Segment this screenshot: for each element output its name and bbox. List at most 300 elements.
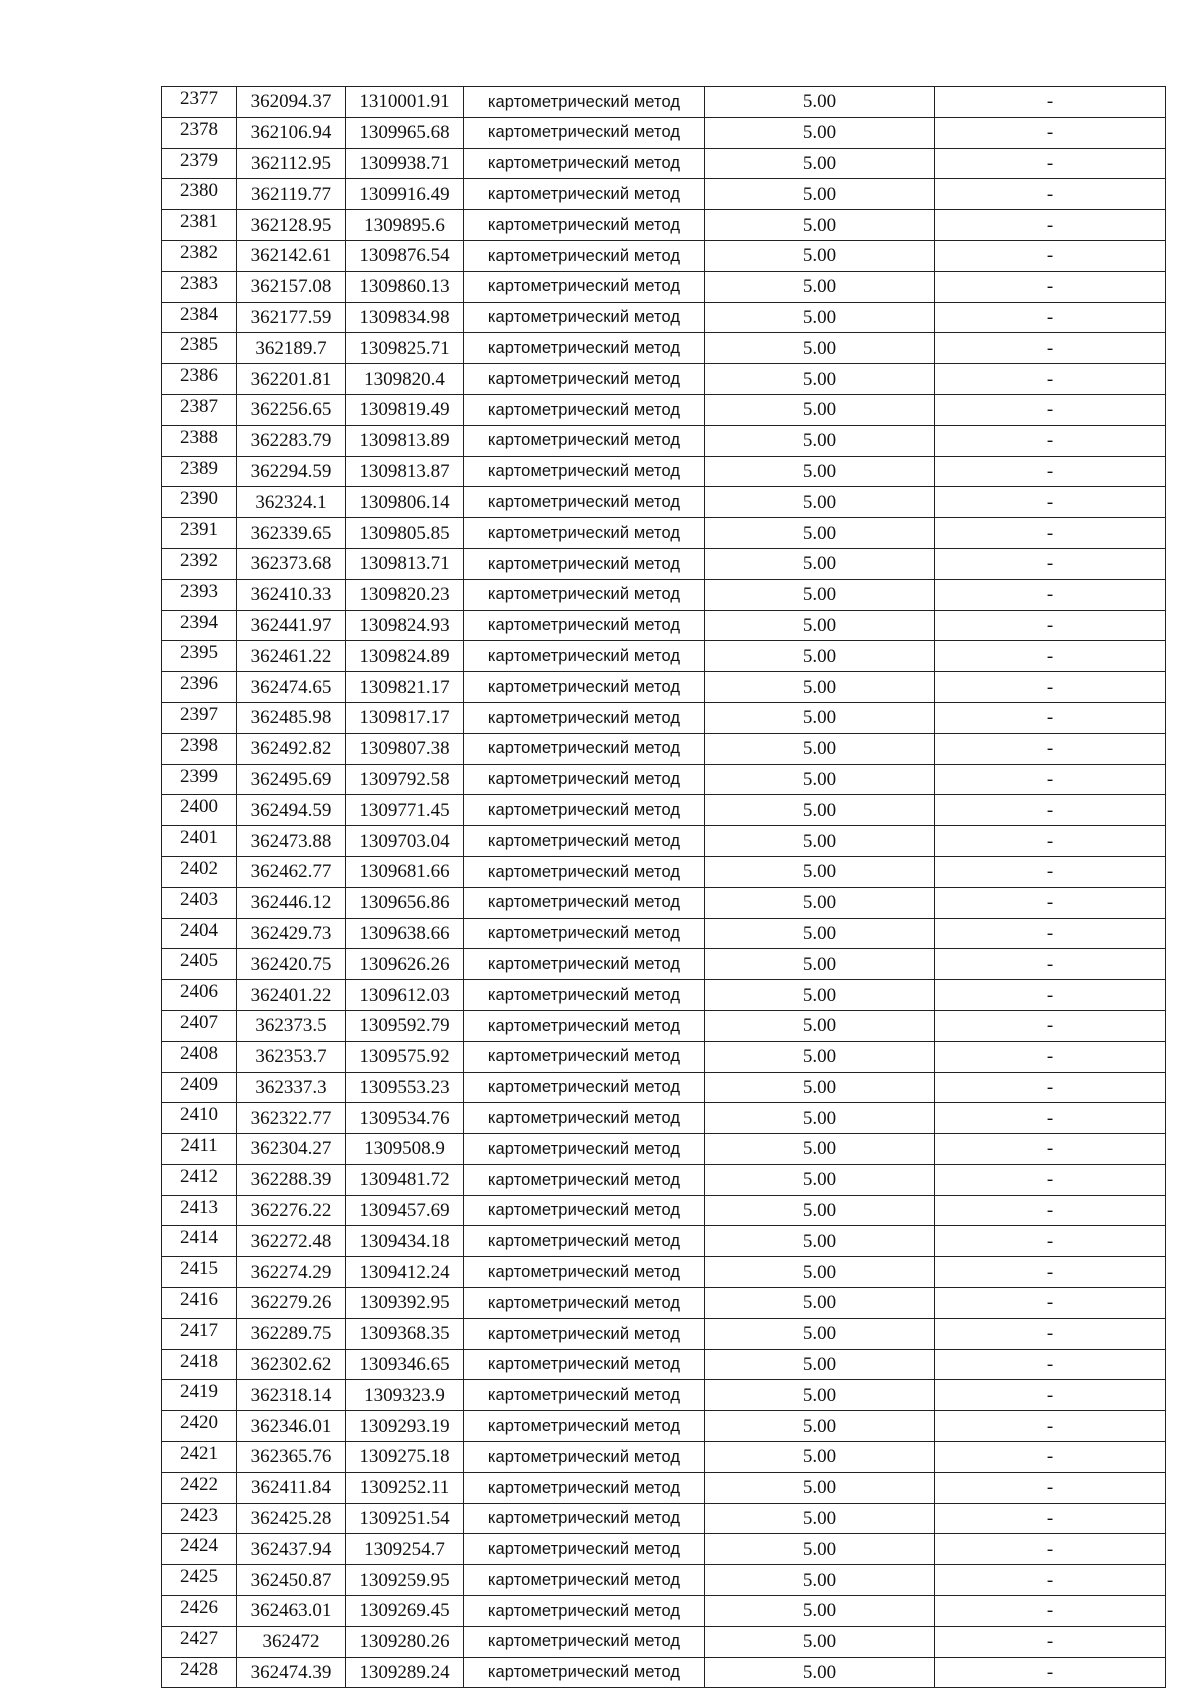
accuracy-cell: 5.00	[705, 1503, 935, 1534]
point-number-cell: 2414	[162, 1226, 237, 1257]
note-cell: -	[935, 1472, 1166, 1503]
table-row	[162, 764, 1166, 795]
note-cell: -	[935, 1565, 1166, 1596]
y-coordinate-cell: 1309534.76	[346, 1103, 464, 1134]
point-number-cell: 2411	[162, 1134, 237, 1165]
method-cell: картометрический метод	[464, 980, 705, 1011]
table-row	[162, 1503, 1166, 1534]
y-coordinate-cell: 1309703.04	[346, 826, 464, 857]
table-row	[162, 1626, 1166, 1657]
note-cell: -	[935, 949, 1166, 980]
y-coordinate-cell: 1309806.14	[346, 487, 464, 518]
table-row	[162, 641, 1166, 672]
accuracy-cell: 5.00	[705, 117, 935, 148]
point-number-cell: 2389	[162, 456, 237, 487]
y-coordinate-cell: 1309553.23	[346, 1072, 464, 1103]
x-coordinate-cell: 362463.01	[237, 1596, 346, 1627]
table-row	[162, 1041, 1166, 1072]
method-cell: картометрический метод	[464, 1565, 705, 1596]
x-coordinate-cell: 362276.22	[237, 1195, 346, 1226]
x-coordinate-cell: 362446.12	[237, 887, 346, 918]
table-row	[162, 980, 1166, 1011]
method-cell: картометрический метод	[464, 1072, 705, 1103]
table-row	[162, 1195, 1166, 1226]
note-cell: -	[935, 1134, 1166, 1165]
note-cell: -	[935, 87, 1166, 118]
accuracy-cell: 5.00	[705, 1041, 935, 1072]
method-cell: картометрический метод	[464, 1626, 705, 1657]
x-coordinate-cell: 362373.68	[237, 548, 346, 579]
y-coordinate-cell: 1309813.71	[346, 548, 464, 579]
point-number-cell: 2427	[162, 1626, 237, 1657]
point-number-cell: 2393	[162, 579, 237, 610]
y-coordinate-cell: 1309481.72	[346, 1164, 464, 1195]
method-cell: картометрический метод	[464, 1596, 705, 1627]
x-coordinate-cell: 362485.98	[237, 702, 346, 733]
x-coordinate-cell: 362337.3	[237, 1072, 346, 1103]
x-coordinate-cell: 362128.95	[237, 210, 346, 241]
method-cell: картометрический метод	[464, 302, 705, 333]
note-cell: -	[935, 1503, 1166, 1534]
method-cell: картометрический метод	[464, 333, 705, 364]
accuracy-cell: 5.00	[705, 425, 935, 456]
point-number-cell: 2416	[162, 1288, 237, 1319]
method-cell: картометрический метод	[464, 1195, 705, 1226]
point-number-cell: 2425	[162, 1565, 237, 1596]
method-cell: картометрический метод	[464, 1411, 705, 1442]
method-cell: картометрический метод	[464, 1010, 705, 1041]
table-row	[162, 795, 1166, 826]
x-coordinate-cell: 362142.61	[237, 240, 346, 271]
method-cell: картометрический метод	[464, 1472, 705, 1503]
accuracy-cell: 5.00	[705, 856, 935, 887]
accuracy-cell: 5.00	[705, 1318, 935, 1349]
note-cell: -	[935, 1596, 1166, 1627]
point-number-cell: 2394	[162, 610, 237, 641]
accuracy-cell: 5.00	[705, 610, 935, 641]
x-coordinate-cell: 362279.26	[237, 1288, 346, 1319]
point-number-cell: 2423	[162, 1503, 237, 1534]
y-coordinate-cell: 1309813.89	[346, 425, 464, 456]
x-coordinate-cell: 362283.79	[237, 425, 346, 456]
y-coordinate-cell: 1309392.95	[346, 1288, 464, 1319]
accuracy-cell: 5.00	[705, 1195, 935, 1226]
note-cell: -	[935, 302, 1166, 333]
point-number-cell: 2417	[162, 1318, 237, 1349]
note-cell: -	[935, 518, 1166, 549]
point-number-cell: 2402	[162, 856, 237, 887]
accuracy-cell: 5.00	[705, 795, 935, 826]
y-coordinate-cell: 1309457.69	[346, 1195, 464, 1226]
accuracy-cell: 5.00	[705, 1657, 935, 1688]
note-cell: -	[935, 1195, 1166, 1226]
y-coordinate-cell: 1309876.54	[346, 240, 464, 271]
y-coordinate-cell: 1309820.23	[346, 579, 464, 610]
note-cell: -	[935, 795, 1166, 826]
note-cell: -	[935, 364, 1166, 395]
table-row	[162, 333, 1166, 364]
y-coordinate-cell: 1309251.54	[346, 1503, 464, 1534]
point-number-cell: 2392	[162, 548, 237, 579]
x-coordinate-cell: 362495.69	[237, 764, 346, 795]
y-coordinate-cell: 1309813.87	[346, 456, 464, 487]
x-coordinate-cell: 362441.97	[237, 610, 346, 641]
method-cell: картометрический метод	[464, 795, 705, 826]
x-coordinate-cell: 362256.65	[237, 394, 346, 425]
x-coordinate-cell: 362322.77	[237, 1103, 346, 1134]
note-cell: -	[935, 980, 1166, 1011]
method-cell: картометрический метод	[464, 1164, 705, 1195]
table-row	[162, 1226, 1166, 1257]
accuracy-cell: 5.00	[705, 1349, 935, 1380]
x-coordinate-cell: 362201.81	[237, 364, 346, 395]
method-cell: картометрический метод	[464, 1103, 705, 1134]
accuracy-cell: 5.00	[705, 672, 935, 703]
method-cell: картометрический метод	[464, 117, 705, 148]
table-row	[162, 1134, 1166, 1165]
point-number-cell: 2410	[162, 1103, 237, 1134]
table-row	[162, 949, 1166, 980]
accuracy-cell: 5.00	[705, 887, 935, 918]
accuracy-cell: 5.00	[705, 456, 935, 487]
x-coordinate-cell: 362365.76	[237, 1442, 346, 1473]
x-coordinate-cell: 362304.27	[237, 1134, 346, 1165]
accuracy-cell: 5.00	[705, 1534, 935, 1565]
note-cell: -	[935, 1226, 1166, 1257]
method-cell: картометрический метод	[464, 887, 705, 918]
table-row	[162, 1565, 1166, 1596]
x-coordinate-cell: 362353.7	[237, 1041, 346, 1072]
x-coordinate-cell: 362373.5	[237, 1010, 346, 1041]
x-coordinate-cell: 362272.48	[237, 1226, 346, 1257]
accuracy-cell: 5.00	[705, 87, 935, 118]
x-coordinate-cell: 362302.62	[237, 1349, 346, 1380]
y-coordinate-cell: 1309834.98	[346, 302, 464, 333]
point-number-cell: 2407	[162, 1010, 237, 1041]
table-row	[162, 733, 1166, 764]
point-number-cell: 2395	[162, 641, 237, 672]
y-coordinate-cell: 1309817.17	[346, 702, 464, 733]
point-number-cell: 2403	[162, 887, 237, 918]
method-cell: картометрический метод	[464, 702, 705, 733]
x-coordinate-cell: 362274.29	[237, 1257, 346, 1288]
method-cell: картометрический метод	[464, 733, 705, 764]
x-coordinate-cell: 362492.82	[237, 733, 346, 764]
table-row	[162, 1411, 1166, 1442]
table-row	[162, 1318, 1166, 1349]
method-cell: картометрический метод	[464, 672, 705, 703]
note-cell: -	[935, 1288, 1166, 1319]
y-coordinate-cell: 1309612.03	[346, 980, 464, 1011]
table-row	[162, 302, 1166, 333]
method-cell: картометрический метод	[464, 1041, 705, 1072]
point-number-cell: 2413	[162, 1195, 237, 1226]
point-number-cell: 2400	[162, 795, 237, 826]
table-row	[162, 210, 1166, 241]
note-cell: -	[935, 210, 1166, 241]
accuracy-cell: 5.00	[705, 548, 935, 579]
accuracy-cell: 5.00	[705, 1472, 935, 1503]
method-cell: картометрический метод	[464, 856, 705, 887]
x-coordinate-cell: 362106.94	[237, 117, 346, 148]
table-row	[162, 456, 1166, 487]
note-cell: -	[935, 1164, 1166, 1195]
accuracy-cell: 5.00	[705, 1411, 935, 1442]
y-coordinate-cell: 1309259.95	[346, 1565, 464, 1596]
x-coordinate-cell: 362411.84	[237, 1472, 346, 1503]
table-row	[162, 271, 1166, 302]
accuracy-cell: 5.00	[705, 1103, 935, 1134]
point-number-cell: 2390	[162, 487, 237, 518]
point-number-cell: 2401	[162, 826, 237, 857]
x-coordinate-cell: 362425.28	[237, 1503, 346, 1534]
x-coordinate-cell: 362420.75	[237, 949, 346, 980]
accuracy-cell: 5.00	[705, 949, 935, 980]
point-number-cell: 2378	[162, 117, 237, 148]
y-coordinate-cell: 1309771.45	[346, 795, 464, 826]
point-number-cell: 2387	[162, 394, 237, 425]
y-coordinate-cell: 1309805.85	[346, 518, 464, 549]
method-cell: картометрический метод	[464, 1503, 705, 1534]
method-cell: картометрический метод	[464, 918, 705, 949]
accuracy-cell: 5.00	[705, 1596, 935, 1627]
accuracy-cell: 5.00	[705, 364, 935, 395]
table-row	[162, 548, 1166, 579]
note-cell: -	[935, 1442, 1166, 1473]
note-cell: -	[935, 1626, 1166, 1657]
method-cell: картометрический метод	[464, 1380, 705, 1411]
note-cell: -	[935, 1411, 1166, 1442]
method-cell: картометрический метод	[464, 1257, 705, 1288]
y-coordinate-cell: 1309368.35	[346, 1318, 464, 1349]
y-coordinate-cell: 1309681.66	[346, 856, 464, 887]
point-number-cell: 2386	[162, 364, 237, 395]
table-row	[162, 856, 1166, 887]
y-coordinate-cell: 1309820.4	[346, 364, 464, 395]
method-cell: картометрический метод	[464, 518, 705, 549]
x-coordinate-cell: 362461.22	[237, 641, 346, 672]
accuracy-cell: 5.00	[705, 1288, 935, 1319]
point-number-cell: 2421	[162, 1442, 237, 1473]
note-cell: -	[935, 1318, 1166, 1349]
x-coordinate-cell: 362177.59	[237, 302, 346, 333]
x-coordinate-cell: 362450.87	[237, 1565, 346, 1596]
y-coordinate-cell: 1309412.24	[346, 1257, 464, 1288]
point-number-cell: 2380	[162, 179, 237, 210]
x-coordinate-cell: 362474.39	[237, 1657, 346, 1688]
note-cell: -	[935, 179, 1166, 210]
note-cell: -	[935, 856, 1166, 887]
table-row	[162, 1472, 1166, 1503]
accuracy-cell: 5.00	[705, 271, 935, 302]
method-cell: картометрический метод	[464, 87, 705, 118]
point-number-cell: 2424	[162, 1534, 237, 1565]
table-row	[162, 1010, 1166, 1041]
table-row	[162, 487, 1166, 518]
point-number-cell: 2415	[162, 1257, 237, 1288]
table-row	[162, 1257, 1166, 1288]
note-cell: -	[935, 1534, 1166, 1565]
method-cell: картометрический метод	[464, 456, 705, 487]
method-cell: картометрический метод	[464, 826, 705, 857]
method-cell: картометрический метод	[464, 1657, 705, 1688]
y-coordinate-cell: 1309825.71	[346, 333, 464, 364]
method-cell: картометрический метод	[464, 148, 705, 179]
point-number-cell: 2377	[162, 87, 237, 118]
y-coordinate-cell: 1309346.65	[346, 1349, 464, 1380]
accuracy-cell: 5.00	[705, 1565, 935, 1596]
x-coordinate-cell: 362339.65	[237, 518, 346, 549]
point-number-cell: 2412	[162, 1164, 237, 1195]
table-row	[162, 1380, 1166, 1411]
x-coordinate-cell: 362473.88	[237, 826, 346, 857]
point-number-cell: 2398	[162, 733, 237, 764]
table-row	[162, 887, 1166, 918]
note-cell: -	[935, 610, 1166, 641]
table-row	[162, 702, 1166, 733]
table-row	[162, 1072, 1166, 1103]
point-number-cell: 2397	[162, 702, 237, 733]
accuracy-cell: 5.00	[705, 1442, 935, 1473]
point-number-cell: 2382	[162, 240, 237, 271]
method-cell: картометрический метод	[464, 271, 705, 302]
accuracy-cell: 5.00	[705, 1626, 935, 1657]
table-row	[162, 1103, 1166, 1134]
method-cell: картометрический метод	[464, 210, 705, 241]
method-cell: картометрический метод	[464, 487, 705, 518]
point-number-cell: 2419	[162, 1380, 237, 1411]
accuracy-cell: 5.00	[705, 702, 935, 733]
note-cell: -	[935, 117, 1166, 148]
point-number-cell: 2409	[162, 1072, 237, 1103]
y-coordinate-cell: 1309821.17	[346, 672, 464, 703]
point-number-cell: 2408	[162, 1041, 237, 1072]
y-coordinate-cell: 1309792.58	[346, 764, 464, 795]
note-cell: -	[935, 394, 1166, 425]
accuracy-cell: 5.00	[705, 579, 935, 610]
accuracy-cell: 5.00	[705, 1072, 935, 1103]
x-coordinate-cell: 362429.73	[237, 918, 346, 949]
table-row	[162, 1349, 1166, 1380]
y-coordinate-cell: 1309824.93	[346, 610, 464, 641]
method-cell: картометрический метод	[464, 1226, 705, 1257]
accuracy-cell: 5.00	[705, 1010, 935, 1041]
accuracy-cell: 5.00	[705, 487, 935, 518]
x-coordinate-cell: 362472	[237, 1626, 346, 1657]
method-cell: картометрический метод	[464, 425, 705, 456]
y-coordinate-cell: 1309508.9	[346, 1134, 464, 1165]
table-row	[162, 1534, 1166, 1565]
y-coordinate-cell: 1309592.79	[346, 1010, 464, 1041]
table-row	[162, 1164, 1166, 1195]
accuracy-cell: 5.00	[705, 764, 935, 795]
note-cell: -	[935, 1657, 1166, 1688]
accuracy-cell: 5.00	[705, 733, 935, 764]
accuracy-cell: 5.00	[705, 394, 935, 425]
table-row	[162, 1442, 1166, 1473]
note-cell: -	[935, 764, 1166, 795]
note-cell: -	[935, 148, 1166, 179]
table-row	[162, 240, 1166, 271]
note-cell: -	[935, 579, 1166, 610]
method-cell: картометрический метод	[464, 1288, 705, 1319]
note-cell: -	[935, 918, 1166, 949]
point-number-cell: 2383	[162, 271, 237, 302]
accuracy-cell: 5.00	[705, 518, 935, 549]
y-coordinate-cell: 1309626.26	[346, 949, 464, 980]
y-coordinate-cell: 1309807.38	[346, 733, 464, 764]
table-row	[162, 579, 1166, 610]
accuracy-cell: 5.00	[705, 1134, 935, 1165]
x-coordinate-cell: 362189.7	[237, 333, 346, 364]
method-cell: картометрический метод	[464, 1442, 705, 1473]
y-coordinate-cell: 1309289.24	[346, 1657, 464, 1688]
point-number-cell: 2422	[162, 1472, 237, 1503]
accuracy-cell: 5.00	[705, 302, 935, 333]
point-number-cell: 2385	[162, 333, 237, 364]
method-cell: картометрический метод	[464, 641, 705, 672]
accuracy-cell: 5.00	[705, 148, 935, 179]
y-coordinate-cell: 1309434.18	[346, 1226, 464, 1257]
table-row	[162, 1288, 1166, 1319]
point-number-cell: 2381	[162, 210, 237, 241]
table-row	[162, 425, 1166, 456]
accuracy-cell: 5.00	[705, 826, 935, 857]
x-coordinate-cell: 362094.37	[237, 87, 346, 118]
x-coordinate-cell: 362288.39	[237, 1164, 346, 1195]
x-coordinate-cell: 362437.94	[237, 1534, 346, 1565]
note-cell: -	[935, 1257, 1166, 1288]
table-row	[162, 179, 1166, 210]
x-coordinate-cell: 362318.14	[237, 1380, 346, 1411]
x-coordinate-cell: 362157.08	[237, 271, 346, 302]
y-coordinate-cell: 1309638.66	[346, 918, 464, 949]
table-row	[162, 610, 1166, 641]
y-coordinate-cell: 1309916.49	[346, 179, 464, 210]
method-cell: картометрический метод	[464, 548, 705, 579]
table-row	[162, 87, 1166, 118]
accuracy-cell: 5.00	[705, 980, 935, 1011]
table-row	[162, 394, 1166, 425]
method-cell: картометрический метод	[464, 949, 705, 980]
y-coordinate-cell: 1309254.7	[346, 1534, 464, 1565]
table-row	[162, 826, 1166, 857]
x-coordinate-cell: 362289.75	[237, 1318, 346, 1349]
method-cell: картометрический метод	[464, 1534, 705, 1565]
accuracy-cell: 5.00	[705, 333, 935, 364]
note-cell: -	[935, 487, 1166, 518]
note-cell: -	[935, 456, 1166, 487]
method-cell: картометрический метод	[464, 364, 705, 395]
note-cell: -	[935, 1349, 1166, 1380]
method-cell: картометрический метод	[464, 764, 705, 795]
accuracy-cell: 5.00	[705, 1257, 935, 1288]
table-row	[162, 364, 1166, 395]
note-cell: -	[935, 1103, 1166, 1134]
y-coordinate-cell: 1309575.92	[346, 1041, 464, 1072]
y-coordinate-cell: 1309819.49	[346, 394, 464, 425]
y-coordinate-cell: 1309938.71	[346, 148, 464, 179]
y-coordinate-cell: 1310001.91	[346, 87, 464, 118]
method-cell: картометрический метод	[464, 1349, 705, 1380]
point-number-cell: 2379	[162, 148, 237, 179]
x-coordinate-cell: 362324.1	[237, 487, 346, 518]
y-coordinate-cell: 1309860.13	[346, 271, 464, 302]
y-coordinate-cell: 1309275.18	[346, 1442, 464, 1473]
table-row	[162, 1596, 1166, 1627]
point-number-cell: 2428	[162, 1657, 237, 1688]
note-cell: -	[935, 425, 1166, 456]
